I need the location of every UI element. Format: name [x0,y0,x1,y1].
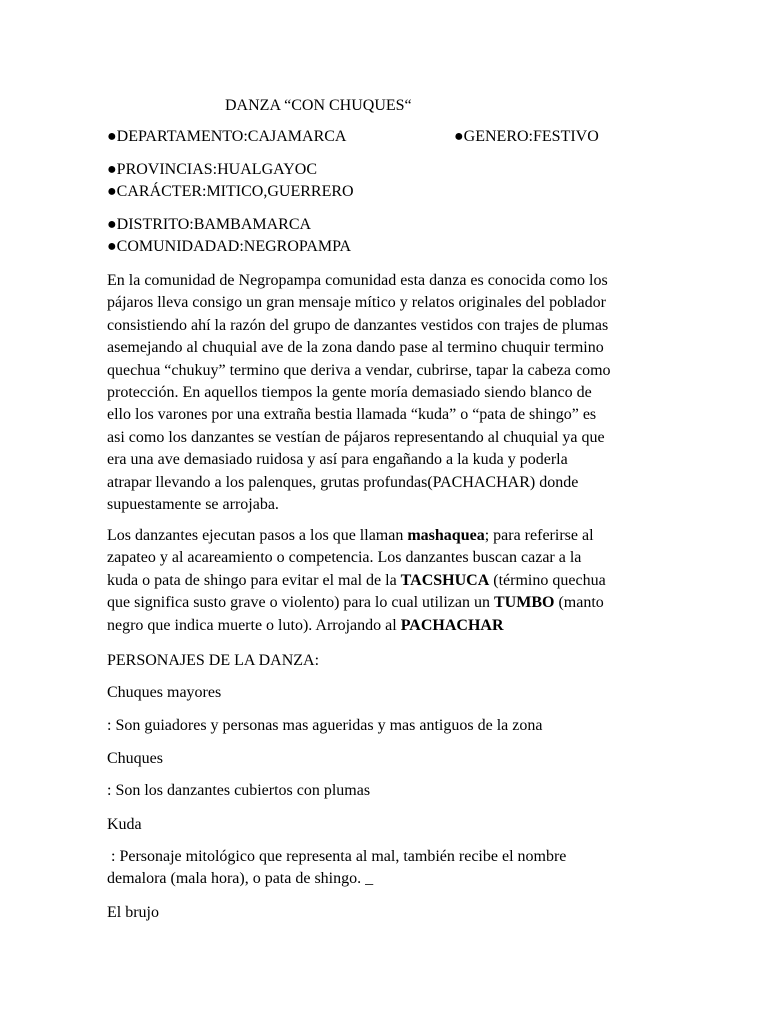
paragraph-line: quechua “chukuy” termino que deriva a vendar, cubrirse, tapar la cabeza como [107,361,611,379]
text-run: que significa susto grave o violento) para lo cual utilizan un [107,594,494,612]
field-provincias: ●PROVINCIAS:HUALGAYOC [107,161,317,178]
personaje-name: Chuques mayores [107,684,222,701]
paragraph-line: asi como los danzantes se vestían de pájaros representando al chuquial ya que [107,428,605,446]
text-run: Los danzantes ejecutan pasos a los que llaman [107,527,408,544]
personajes-heading: PERSONAJES DE LA DANZA: [107,652,320,669]
personaje-description: : Son guiadores y personas mas agueridas y mas antiguos de la zona [107,717,543,734]
paragraph-line: ello los varones por una extraña bestia llamada “kuda” o “pata de shingo” es [107,406,597,424]
paragraph-line: supuestamente se arrojaba. [107,496,279,514]
personaje-name: El brujo [107,904,159,921]
paragraph-line: atrapar llevando a los palenques, grutas profundas(PACHACHAR) donde [107,473,579,491]
text-run: kuda o pata de shingo para evitar el mal de la [107,571,401,589]
field-departamento: ●DEPARTAMENTO:CAJAMARCA [107,128,347,145]
paragraph-line: En la comunidad de Negropampa comunidad esta danza es conocida como los [107,272,608,289]
paragraph-line: zapateo y al acareamiento o competencia. Los danzantes buscan cazar a la [107,549,582,567]
paragraph-line: protección. En aquellos tiempos la gente moría demasiado siendo blanco de [107,384,592,402]
field-distrito: ●DISTRITO:BAMBAMARCA [107,216,312,233]
personaje-description: : Personaje mitológico que representa al mal, también recibe el nombre [107,848,567,865]
bold-term-pachachar: PACHACHAR [400,616,504,634]
personaje-description: : Son los danzantes cubiertos con plumas [107,782,371,799]
paragraph-line: era una ave demasiado ruidosa y así para engañando a la kuda y poderla [107,451,568,469]
text-run: negro que indica muerte o luto). Arrojando al [107,616,401,634]
paragraph-line: asemejando al chuquial ave de la zona dando pase al termino chuquir termino [107,339,604,357]
text-run: (manto [554,594,604,612]
personaje-name: Chuques [107,750,163,767]
field-caracter: ●CARÁCTER:MITICO,GUERRERO [107,183,354,200]
paragraph-line [107,615,667,637]
paragraph-line: pájaros lleva consigo un gran mensaje mítico y relatos originales del poblador [107,294,606,312]
bold-term-mashaquea: mashaquea [407,527,485,544]
personaje-description-cont: demalora (mala hora), o pata de shingo. _ [107,870,374,887]
document-title: DANZA “CON CHUQUES“ [225,97,412,114]
field-comunidad: ●COMUNIDADAD:NEGROPAMPA [107,238,352,255]
paragraph-line [107,570,667,592]
text-run: (término quechua [489,571,606,589]
bold-term-tacshuca: TACSHUCA [400,571,490,589]
text-run: ; para referirse al [484,527,594,544]
paragraph-danzantes [107,525,667,637]
paragraph-description [107,270,667,516]
personaje-name: Kuda [107,816,142,833]
paragraph-line [107,592,667,614]
field-genero: ●GENERO:FESTIVO [454,128,599,145]
paragraph-line [107,525,667,547]
paragraph-line: consistiendo ahí la razón del grupo de danzantes vestidos con trajes de plumas [107,316,609,334]
bold-term-tumbo: TUMBO [494,594,555,612]
